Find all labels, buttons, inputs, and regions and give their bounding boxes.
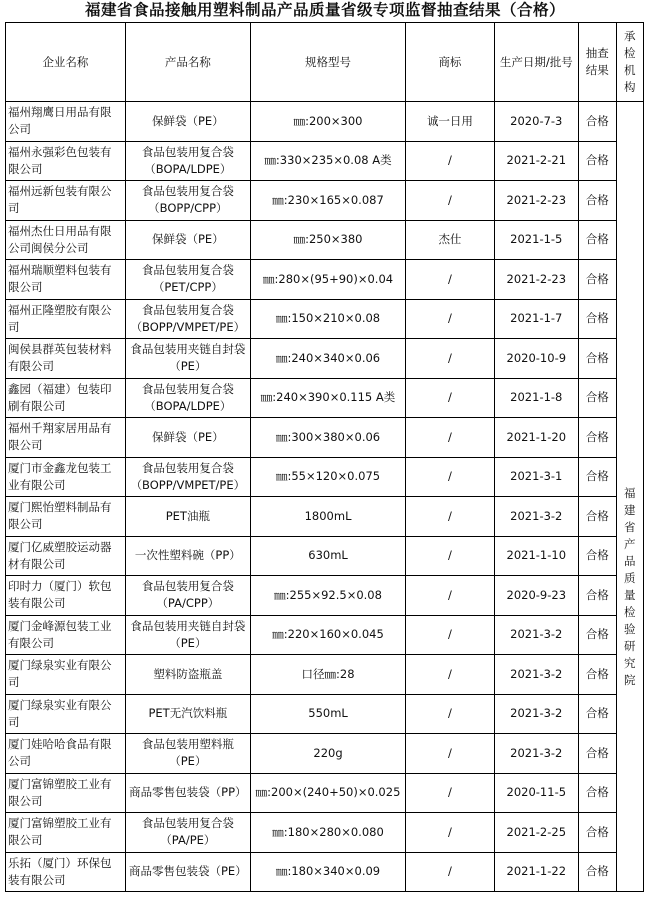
cell-date: 2021-2-25	[494, 813, 578, 853]
cell-date: 2020-11-5	[494, 773, 578, 813]
cell-brand: /	[406, 536, 494, 576]
cell-result: 合格	[578, 813, 616, 853]
cell-company: 厦门娃哈哈食品有限公司	[6, 734, 126, 774]
cell-result: 合格	[578, 418, 616, 458]
cell-product: PET油瓶	[125, 497, 250, 537]
cell-brand: /	[406, 457, 494, 497]
cell-product: 食品包装用复合袋（BOPP/CPP）	[125, 181, 250, 221]
table-row	[6, 694, 644, 734]
cell-product: 塑料防盗瓶盖	[125, 655, 250, 695]
cell-product: 食品包装用夹链自封袋（PE）	[125, 615, 250, 655]
cell-spec: 口径㎜:28	[250, 655, 405, 695]
cell-result: 合格	[578, 457, 616, 497]
table-row	[6, 497, 644, 537]
cell-product: 保鲜袋（PE）	[125, 220, 250, 260]
cell-company: 厦门市金鑫龙包装工业有限公司	[6, 457, 126, 497]
cell-product: 食品包装用复合袋（PA/CPP）	[125, 576, 250, 616]
cell-spec: 550mL	[250, 694, 405, 734]
cell-product: 食品包装用复合袋（BOPP/VMPET/PE）	[125, 299, 250, 339]
cell-company: 厦门富锦塑胶工业有限公司	[6, 813, 126, 853]
header-result: 抽查结果	[578, 23, 616, 102]
cell-result: 合格	[578, 339, 616, 379]
cell-result: 合格	[578, 378, 616, 418]
table-header-row	[6, 23, 644, 102]
cell-product: 商品零售包装袋（PP）	[125, 773, 250, 813]
cell-brand: 杰仕	[406, 220, 494, 260]
cell-product: 食品包装用塑料瓶（PE）	[125, 734, 250, 774]
cell-date: 2020-7-3	[494, 102, 578, 142]
cell-result: 合格	[578, 694, 616, 734]
cell-spec: ㎜:180×340×0.09	[250, 852, 405, 892]
cell-company: 鑫园（福建）包装印刷有限公司	[6, 378, 126, 418]
cell-result: 合格	[578, 655, 616, 695]
cell-brand: /	[406, 299, 494, 339]
results-table	[5, 22, 644, 892]
cell-product: 保鲜袋（PE）	[125, 418, 250, 458]
header-company: 企业名称	[6, 23, 126, 102]
cell-company: 福州千翔家居用品有限公司	[6, 418, 126, 458]
page-title: 福建省食品接触用塑料制品产品质量省级专项监督抽查结果（合格）	[84, 0, 565, 19]
header-product: 产品名称	[125, 23, 250, 102]
cell-date: 2021-3-2	[494, 734, 578, 774]
cell-spec: 220g	[250, 734, 405, 774]
table-row	[6, 339, 644, 379]
cell-company: 福州翔鹰日用品有限公司	[6, 102, 126, 142]
cell-product: 食品包装用复合袋（PET/CPP）	[125, 260, 250, 300]
cell-date: 2021-3-2	[494, 655, 578, 695]
cell-date: 2021-1-7	[494, 299, 578, 339]
cell-spec: ㎜:55×120×0.075	[250, 457, 405, 497]
cell-brand: /	[406, 655, 494, 695]
cell-product: 食品包装用复合袋（BOPP/VMPET/PE）	[125, 457, 250, 497]
cell-spec: ㎜:255×92.5×0.08	[250, 576, 405, 616]
cell-result: 合格	[578, 220, 616, 260]
table-row	[6, 418, 644, 458]
table-row	[6, 536, 644, 576]
table-row	[6, 457, 644, 497]
cell-product: 食品包装用复合袋（BOPA/LDPE）	[125, 141, 250, 181]
cell-date: 2021-1-22	[494, 852, 578, 892]
cell-result: 合格	[578, 299, 616, 339]
cell-company: 厦门绿泉实业有限公司	[6, 694, 126, 734]
table-row	[6, 378, 644, 418]
cell-result: 合格	[578, 181, 616, 221]
cell-brand: /	[406, 813, 494, 853]
cell-spec: ㎜:230×165×0.087	[250, 181, 405, 221]
cell-brand: /	[406, 852, 494, 892]
cell-company: 厦门熙怡塑料制品有限公司	[6, 497, 126, 537]
cell-brand: /	[406, 260, 494, 300]
cell-date: 2021-1-8	[494, 378, 578, 418]
cell-spec: ㎜:200×(240+50)×0.025	[250, 773, 405, 813]
cell-spec: 630mL	[250, 536, 405, 576]
cell-spec: ㎜:280×(95+90)×0.04	[250, 260, 405, 300]
cell-product: 食品包装用复合袋（BOPA/LDPE）	[125, 378, 250, 418]
cell-spec: ㎜:250×380	[250, 220, 405, 260]
cell-spec: 1800mL	[250, 497, 405, 537]
cell-spec: ㎜:150×210×0.08	[250, 299, 405, 339]
cell-result: 合格	[578, 852, 616, 892]
cell-brand: /	[406, 576, 494, 616]
table-row	[6, 260, 644, 300]
cell-date: 2021-3-1	[494, 457, 578, 497]
cell-institution	[616, 102, 643, 892]
cell-result: 合格	[578, 497, 616, 537]
cell-date: 2021-3-2	[494, 615, 578, 655]
cell-brand: /	[406, 615, 494, 655]
table-row	[6, 141, 644, 181]
cell-spec: ㎜:220×160×0.045	[250, 615, 405, 655]
header-brand: 商标	[406, 23, 494, 102]
table-row	[6, 299, 644, 339]
institution-name: 福建省产品质量检验研究院	[624, 485, 636, 687]
table-row	[6, 181, 644, 221]
cell-brand: /	[406, 734, 494, 774]
cell-spec: ㎜:300×380×0.06	[250, 418, 405, 458]
cell-result: 合格	[578, 260, 616, 300]
cell-date: 2021-2-23	[494, 260, 578, 300]
cell-date: 2021-2-23	[494, 181, 578, 221]
cell-spec: ㎜:200×300	[250, 102, 405, 142]
cell-company: 福州杰仕日用品有限公司闽侯分公司	[6, 220, 126, 260]
table-body	[6, 102, 644, 892]
cell-spec: ㎜:330×235×0.08 A类	[250, 141, 405, 181]
cell-company: 福州远新包装有限公司	[6, 181, 126, 221]
cell-brand: /	[406, 418, 494, 458]
cell-date: 2020-9-23	[494, 576, 578, 616]
cell-company: 厦门亿威塑胶运动器材有限公司	[6, 536, 126, 576]
cell-brand: /	[406, 378, 494, 418]
table-row	[6, 102, 644, 142]
cell-product: 食品包装用夹链自封袋（PE）	[125, 339, 250, 379]
header-date: 生产日期/批号	[494, 23, 578, 102]
cell-company: 闽侯县群英包装材料有限公司	[6, 339, 126, 379]
cell-company: 福州瑞顺塑料包装有限公司	[6, 260, 126, 300]
cell-date: 2021-3-2	[494, 497, 578, 537]
cell-brand: /	[406, 181, 494, 221]
cell-result: 合格	[578, 102, 616, 142]
cell-spec: ㎜:240×340×0.06	[250, 339, 405, 379]
cell-result: 合格	[578, 536, 616, 576]
table-row	[6, 852, 644, 892]
cell-company: 乐拓（厦门）环保包装有限公司	[6, 852, 126, 892]
cell-product: 保鲜袋（PE）	[125, 102, 250, 142]
cell-product: 食品包装用复合袋（PA/PE）	[125, 813, 250, 853]
cell-brand: /	[406, 773, 494, 813]
table-row	[6, 734, 644, 774]
cell-brand: /	[406, 339, 494, 379]
cell-date: 2021-1-10	[494, 536, 578, 576]
table-row	[6, 576, 644, 616]
cell-spec: ㎜:240×390×0.115 A类	[250, 378, 405, 418]
table-row	[6, 615, 644, 655]
cell-product: 一次性塑料碗（PP）	[125, 536, 250, 576]
cell-product: 商品零售包装袋（PE）	[125, 852, 250, 892]
cell-result: 合格	[578, 734, 616, 774]
cell-date: 2020-10-9	[494, 339, 578, 379]
cell-product: PET无汽饮料瓶	[125, 694, 250, 734]
cell-result: 合格	[578, 615, 616, 655]
cell-brand: /	[406, 694, 494, 734]
cell-spec: ㎜:180×280×0.080	[250, 813, 405, 853]
cell-company: 厦门富锦塑胶工业有限公司	[6, 773, 126, 813]
cell-company: 印时力（厦门）软包装有限公司	[6, 576, 126, 616]
cell-brand: 诚一日用	[406, 102, 494, 142]
cell-company: 厦门绿泉实业有限公司	[6, 655, 126, 695]
cell-date: 2021-1-5	[494, 220, 578, 260]
table-row	[6, 220, 644, 260]
cell-result: 合格	[578, 576, 616, 616]
cell-date: 2021-3-2	[494, 694, 578, 734]
cell-company: 福州永强彩色包装有限公司	[6, 141, 126, 181]
cell-date: 2021-1-20	[494, 418, 578, 458]
table-row	[6, 655, 644, 695]
cell-result: 合格	[578, 141, 616, 181]
cell-brand: /	[406, 497, 494, 537]
table-row	[6, 773, 644, 813]
cell-company: 厦门金峰源包装工业有限公司	[6, 615, 126, 655]
header-institution: 承检机构	[616, 23, 643, 102]
cell-brand: /	[406, 141, 494, 181]
table-row	[6, 813, 644, 853]
header-spec: 规格型号	[250, 23, 405, 102]
cell-date: 2021-2-21	[494, 141, 578, 181]
cell-company: 福州正隆塑胶有限公司	[6, 299, 126, 339]
cell-result: 合格	[578, 773, 616, 813]
